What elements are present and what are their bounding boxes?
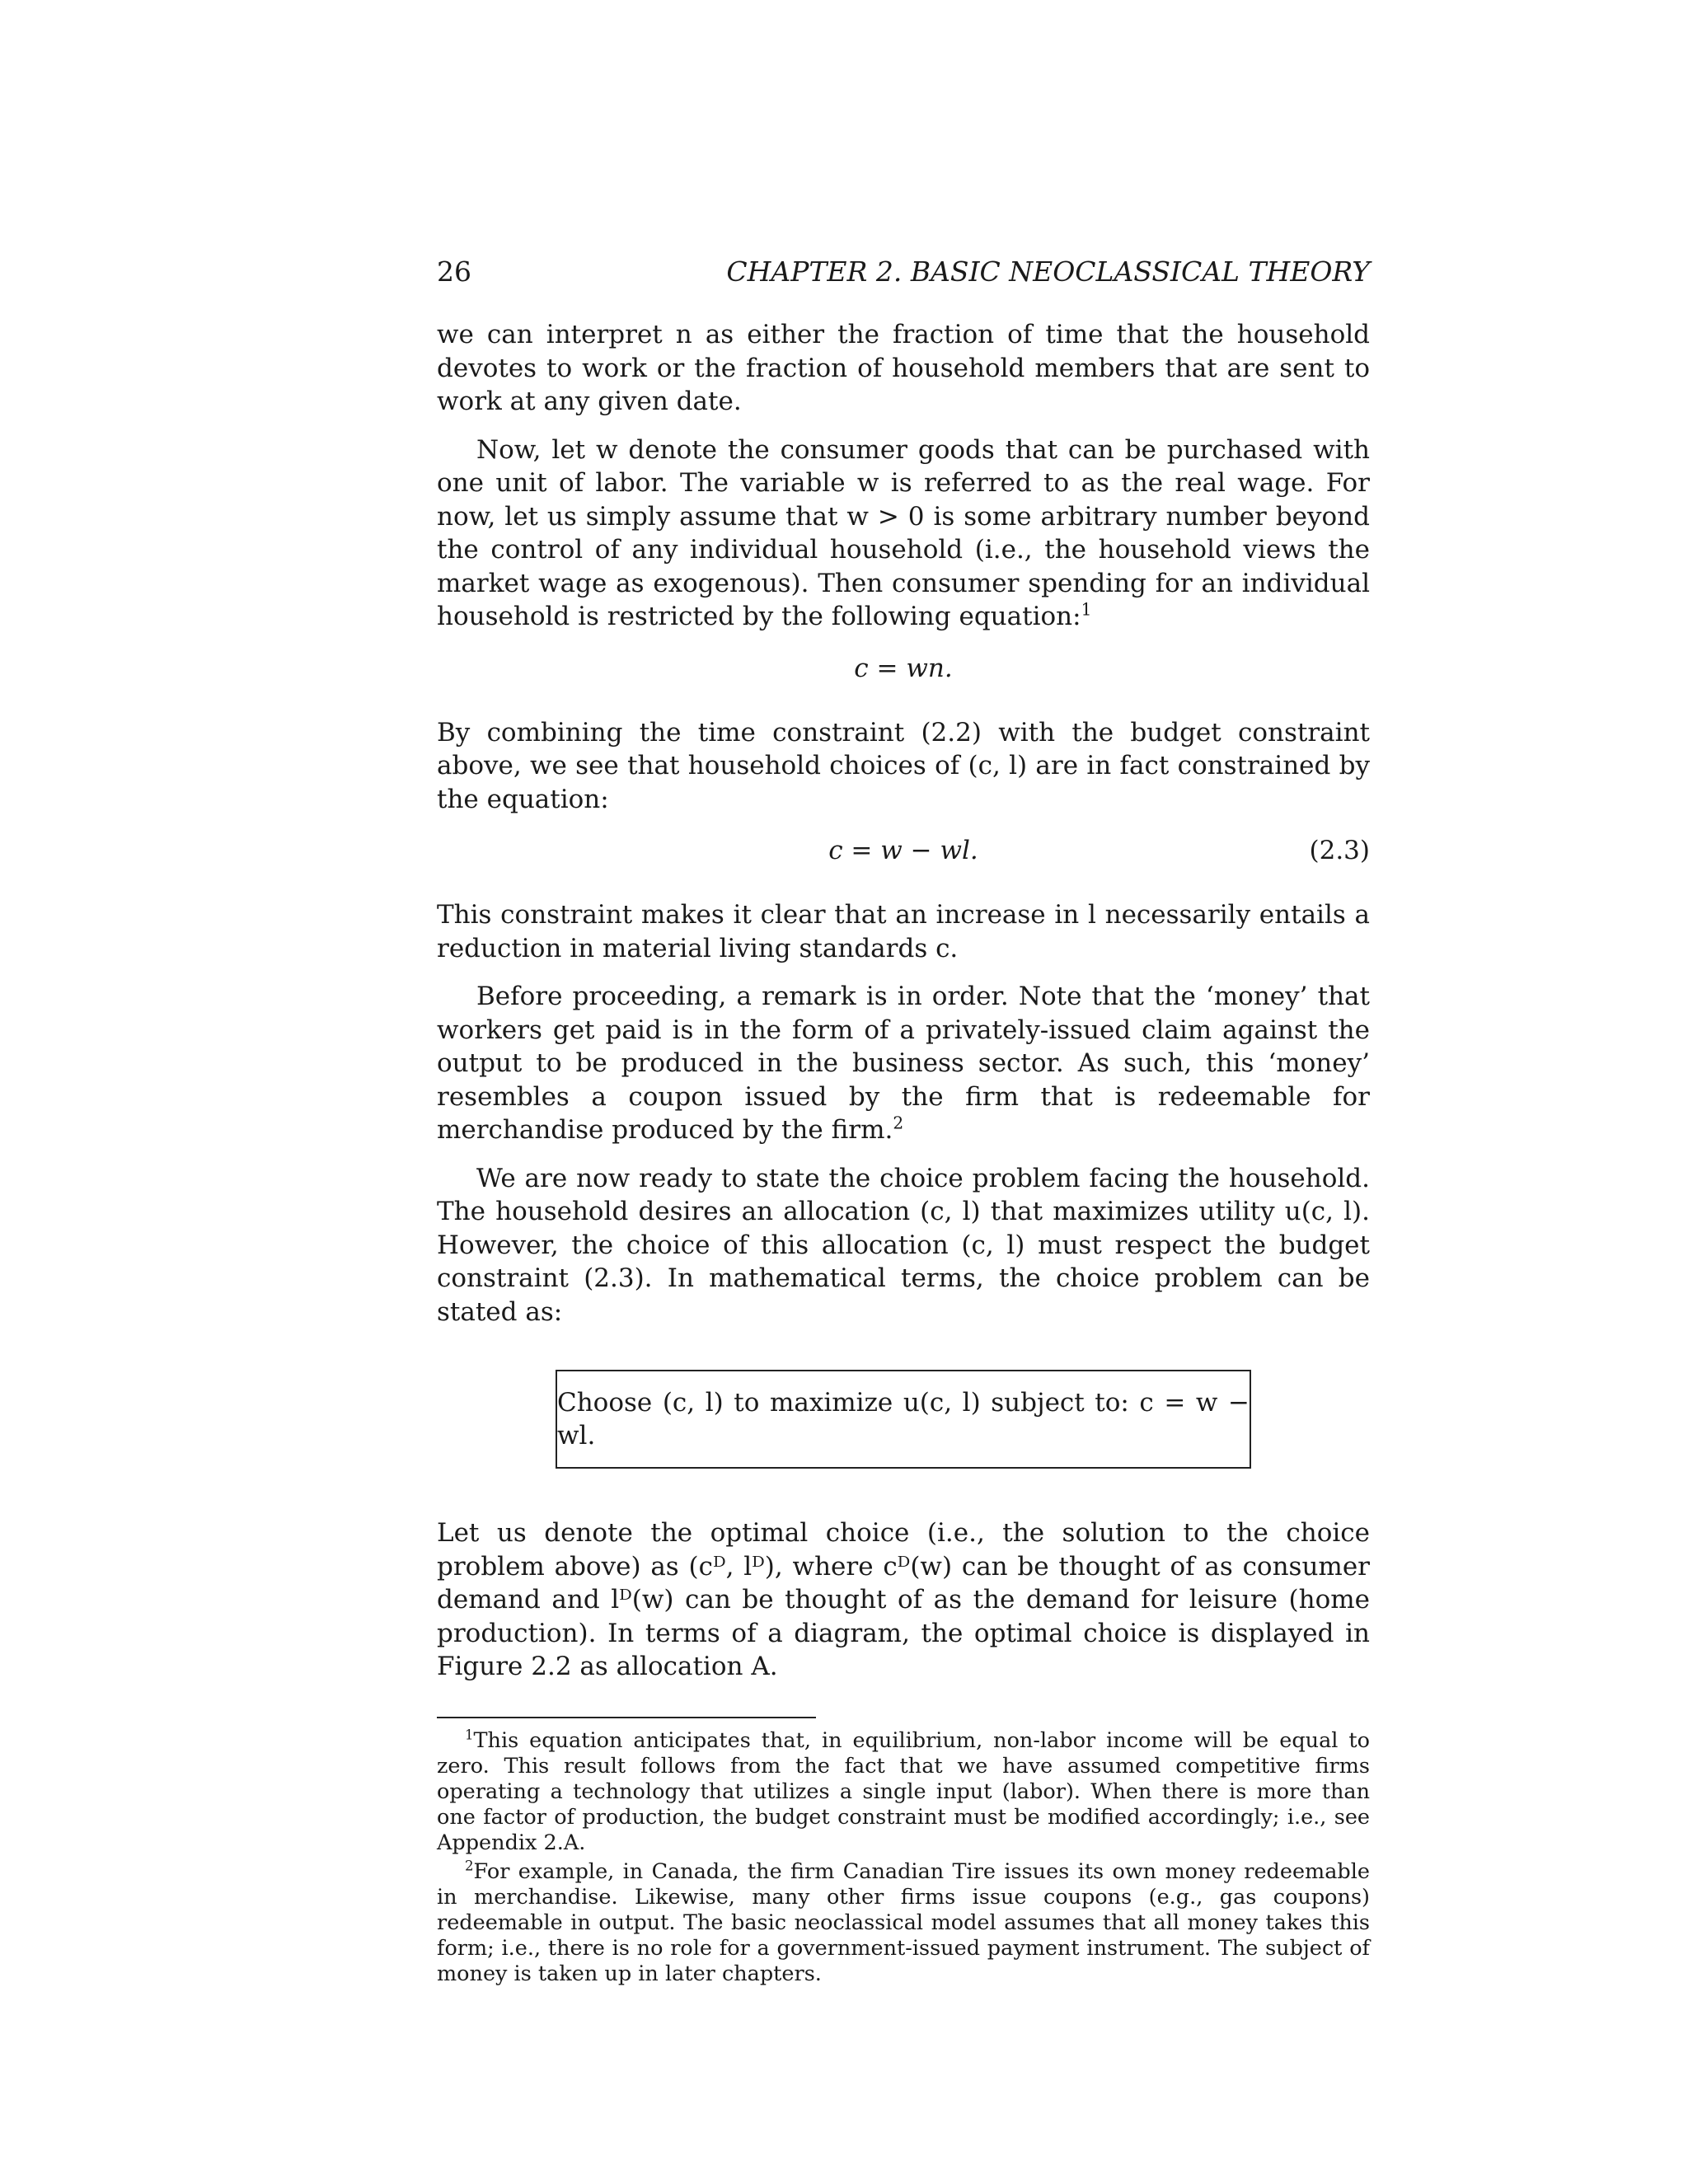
footnote-mark-2: 2 — [893, 1113, 904, 1133]
paragraph-5 — [437, 980, 1370, 1147]
equation-1-text: c = wn. — [854, 653, 953, 683]
equation-1 — [437, 652, 1370, 685]
footnote-2-text: For example, in Canada, the firm Canadian Tire issues its own money redeemable in merchandise. Likewise, many other firms issue coupons (e.g., gas coupons) redeemable in output. The basic neoclassical model assumes that all money takes this form; i.e., there is no role for a government-issued payment instrument. The subject of money is taken up in later chapters. — [437, 1858, 1370, 1986]
paragraph-7: Let us denote the optimal choice (i.e., the solution to the choice problem above) as (cᴰ, lᴰ), where cᴰ(w) can be thought of as consumer demand and lᴰ(w) can be thought of as the demand for leisure (home production). In terms of a diagram, the optimal choice is displayed in Figure 2.2 as allocation A. — [437, 1518, 1370, 1681]
body-text — [437, 318, 1370, 1684]
footnote-mark-1: 1 — [1081, 599, 1092, 620]
footnote-2 — [437, 1859, 1370, 1987]
footnotes — [437, 1728, 1370, 1987]
paragraph-3: By combining the time constraint (2.2) with the budget constraint above, we see that household choices of (c, l) are in fact constrained by the equation: — [437, 717, 1370, 814]
footnote-2-mark: 2 — [465, 1858, 474, 1873]
footnote-1-text: This equation anticipates that, in equilibrium, non-labor income will be equal to zero. This result follows from the fact that we have assumed competitive firms operating a technology that utilizes a single input (labor). When there is more than one factor of production, the budget constraint must be modified accordingly; i.e., see Appendix 2.A. — [437, 1727, 1370, 1855]
paragraph-4: This constraint makes it clear that an increase in l necessarily entails a reduction in material living standards c. — [437, 900, 1370, 963]
footnote-1 — [437, 1728, 1370, 1856]
footnote-1-mark: 1 — [465, 1727, 474, 1742]
boxed-choice-problem-text: Choose (c, l) to maximize u(c, l) subject to: c = w − wl. — [557, 1387, 1250, 1451]
boxed-choice-problem — [556, 1370, 1251, 1469]
running-head — [437, 255, 1370, 288]
paragraph-6: We are now ready to state the choice problem facing the household. The household desires an allocation (c, l) that maximizes utility u(c, l). However, the choice of this allocation (c, l) must respect the budget constraint (2.3). In mathematical terms, the choice problem can be stated as: — [437, 1163, 1370, 1327]
chapter-title: CHAPTER 2. BASIC NEOCLASSICAL THEORY — [726, 255, 1370, 288]
equation-2-text: c = w − wl. — [828, 836, 978, 865]
equation-2-number: (2.3) — [1309, 836, 1370, 865]
paragraph-1: we can interpret n as either the fraction of time that the household devotes to work or the fraction of household members that are sent to work at any given date. — [437, 320, 1370, 416]
paragraph-2 — [437, 434, 1370, 634]
page — [437, 255, 1370, 1990]
paragraph-2-text: Now, let w denote the consumer goods that can be purchased with one unit of labor. The variable w is referred to as the real wage. For now, let us simply assume that w > 0 is some arbitrary number beyond the control of any individual household (i.e., the household views the market wage as exogenous). Then consumer spending for an individual household is restricted by the following equation: — [437, 434, 1370, 631]
footnote-rule — [437, 1717, 816, 1718]
page-number: 26 — [437, 255, 471, 288]
equation-2 — [437, 834, 1370, 867]
paragraph-5-text: Before proceeding, a remark is in order. Note that the ‘money’ that workers get paid is in the form of a privately-issued claim against the output to be produced in the business sector. As such, this ‘money’ resembles a coupon issued by the firm that is redeemable for merchandise produced by the firm. — [437, 982, 1370, 1145]
